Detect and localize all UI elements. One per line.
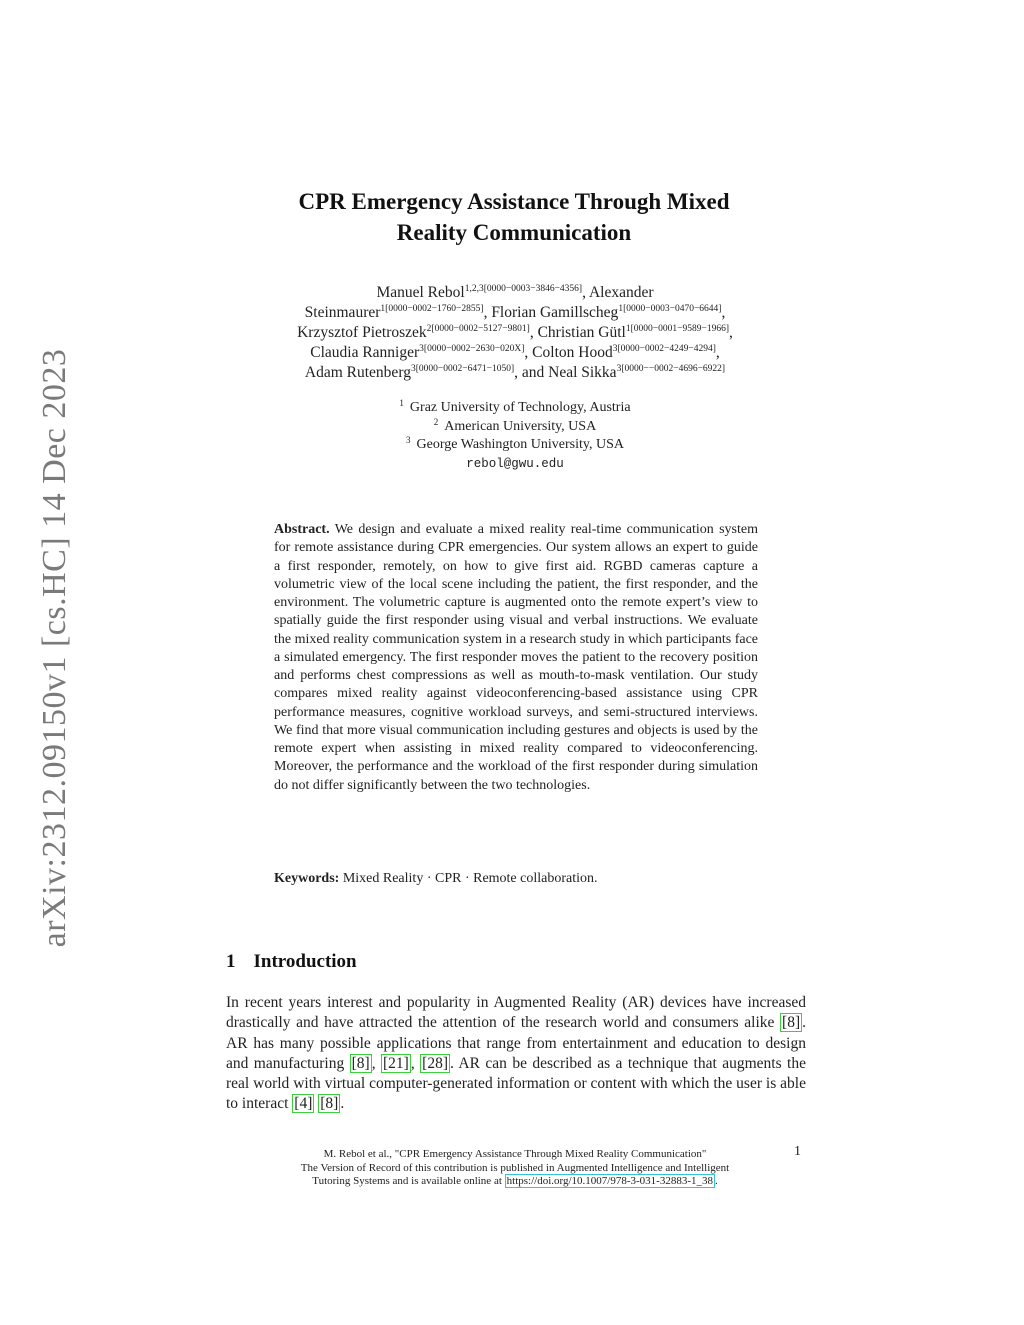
section-heading bbox=[226, 951, 357, 973]
author-name: Neal Sikka bbox=[548, 364, 617, 381]
citation-link[interactable]: [8] bbox=[320, 1095, 339, 1113]
citation-link[interactable]: [28] bbox=[422, 1054, 448, 1072]
footnote-record: The Version of Record of this contribution is published in Augmented Intelligence and Intelligent bbox=[300, 1161, 730, 1174]
page-number: 1 bbox=[794, 1144, 801, 1159]
affiliations bbox=[300, 399, 730, 473]
author-name: Florian Gamillscheg bbox=[491, 304, 619, 321]
affiliation: $^2$ American University, USA bbox=[433, 416, 597, 434]
doi-link[interactable]: https://doi.org/10.1007/978-3-031-32883-1_38 bbox=[506, 1175, 713, 1187]
arxiv-identifier: arXiv:2312.09150v1 [cs.HC] 14 Dec 2023 bbox=[36, 348, 73, 948]
title-line-1: CPR Emergency Assistance Through Mixed bbox=[298, 189, 730, 214]
author-list bbox=[210, 283, 820, 383]
author-orcid: 1[0000−0002−1760−2855] bbox=[380, 304, 484, 314]
footnote-citation: M. Rebol et al., "CPR Emergency Assistance Through Mixed Reality Communication" bbox=[323, 1148, 707, 1160]
author-line-1: Manuel Rebol$^{1,2,3[0000-0003-3846-4356]}$, Alexander bbox=[376, 284, 654, 301]
author-name: Manuel Rebol bbox=[376, 284, 465, 301]
section-title: Introduction bbox=[253, 951, 357, 972]
abstract-label: Abstract. bbox=[274, 522, 330, 537]
intro-paragraph: In recent years interest and popularity in Augmented Reality (AR) devices have increased drastically and have attracted the attention of the research world and consumers alike [8] . AR has many possible applications that range from entertainment and education to design and manufacturing [8] , [21] , [28] . AR can be described as a technique that augments the real world with virtual computer-generated information or content with which the user is able to interact [4] [8] . bbox=[226, 994, 806, 1113]
author-name: Claudia Ranniger bbox=[310, 344, 420, 361]
author-orcid: 1[0000−0003−0470−6644] bbox=[618, 304, 722, 314]
citation-link[interactable]: [21] bbox=[383, 1054, 409, 1072]
abstract-text: We design and evaluate a mixed reality real-time communication system for remote assistance during CPR emergencies. Our system allows an expert to guide a first responder, remotely, on how to give first aid. RGBD cameras capture a volumetric view of the local scene including the patient, the first responder, and the environment. The volumetric capture is augmented onto the remote expert’s view to spatially guide the first responder using visual and verbal instructions. We evaluate the mixed reality communication system in a research study in which participants face a simulated emergency. The first responder moves the patient to the recovery position and performs chest compressions as well as mouth-to-mask ventilation. Our study compares mixed reality against videoconferencing-based assistance using CPR performance measures, cognitive workload surveys, and semi-structured interviews. We find that more visual communication including gestures and objects is used by the remote expert when assisting in mixed reality compared to videoconferencing. Moreover, the performance and the workload of the first responder during simulation do not differ significantly between the two technologies. bbox=[274, 522, 758, 793]
citation-link[interactable]: [8] bbox=[782, 1014, 801, 1032]
author-name: Steinmaurer bbox=[304, 304, 381, 321]
author-line-3: Krzysztof Pietroszek$^{2[0000-0002-5127-9801]}$, Christian Gütl$^{1[0000-0001-9589-1966]}$, bbox=[297, 324, 733, 341]
author-orcid: 2[0000−0002−5127−9801] bbox=[426, 324, 530, 334]
keywords-text: Mixed Reality · CPR · Remote collaboration. bbox=[342, 871, 598, 886]
author-line-5: Adam Rutenberg$^{3[0000-0002-6471-1050]}$, and Neal Sikka$^{3[0000--0002-4696-6922]}$ bbox=[304, 364, 726, 381]
author-name: Adam Rutenberg bbox=[304, 364, 411, 381]
author-name: Christian Gütl bbox=[537, 324, 626, 341]
author-name: Colton Hood bbox=[532, 344, 613, 361]
author-orcid: 1,2,3[0000−0003−3846−4356] bbox=[464, 284, 583, 294]
title-line-2: Reality Communication bbox=[396, 220, 632, 245]
section-number: 1 bbox=[226, 951, 236, 972]
citation-link[interactable]: [8] bbox=[351, 1054, 370, 1072]
author-line-4: Claudia Ranniger$^{3[0000-0002-2630-020X]}$, Colton Hood$^{3[0000-0002-4249-4294]}$, bbox=[310, 344, 720, 361]
abstract bbox=[274, 521, 758, 795]
keywords-label: Keywords: bbox=[274, 871, 340, 886]
affiliation: $^3$ George Washington University, USA bbox=[406, 435, 624, 452]
author-orcid: 3[0000−−0002−4696−6922] bbox=[616, 364, 726, 374]
author-orcid: 3[0000−0002−2630−020X] bbox=[419, 344, 525, 354]
paper-title bbox=[200, 186, 828, 248]
keywords bbox=[274, 870, 758, 888]
author-orcid: 3[0000−0002−4249−4294] bbox=[612, 344, 716, 354]
author-orcid: 3[0000−0002−6471−1050] bbox=[410, 364, 515, 374]
affiliation: $^1$ Graz University of Technology, Austria bbox=[399, 398, 631, 415]
author-name: Krzysztof Pietroszek bbox=[297, 324, 427, 341]
author-line-2: Steinmaurer$^{1[0000-0002-1760-2855]}$, Florian Gamillscheg$^{1[0000-0003-0470-6644]}$, bbox=[304, 304, 726, 321]
author-orcid: 1[0000−0001−9589−1966] bbox=[625, 324, 729, 334]
footnote bbox=[220, 1148, 810, 1189]
footnote-availability: Tutoring Systems and is available online at https://doi.org/10.1007/978-3-031-32883-1_38 . bbox=[312, 1175, 718, 1187]
contact-email: rebol@gwu.edu bbox=[466, 456, 564, 471]
citation-link[interactable]: [4] bbox=[294, 1095, 313, 1113]
